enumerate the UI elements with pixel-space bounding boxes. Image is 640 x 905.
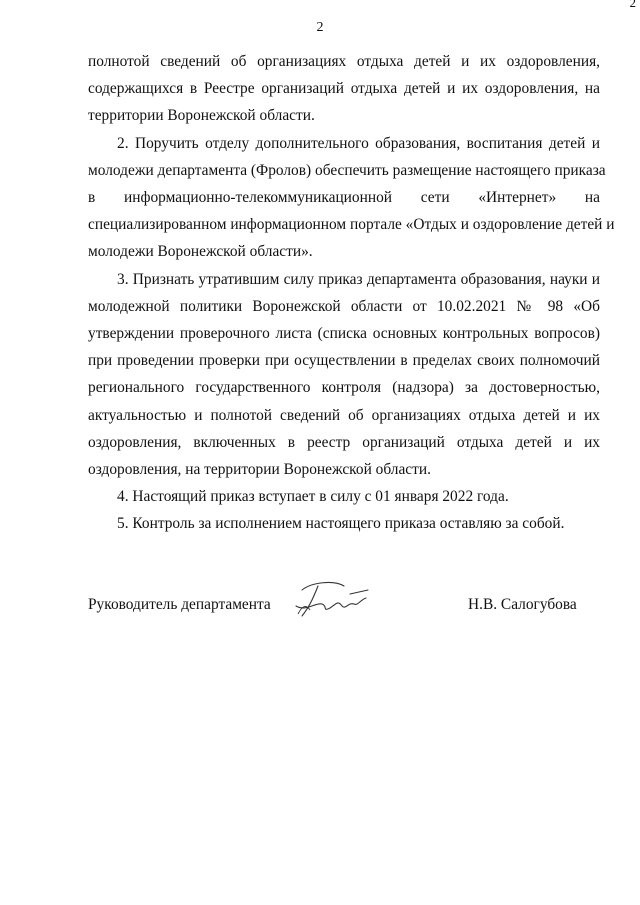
- body-line: регионального государственного контроля (надзора) за достоверностью,: [88, 379, 600, 397]
- paragraph-2-line: 2. Поручить отделу дополнительного образования, воспитания детей и: [117, 134, 600, 152]
- body-line: оздоровления, включенных в реестр организаций отдыха детей и их: [88, 433, 600, 451]
- paragraph-3-line: 3. Признать утратившим силу приказ департамента образования, науки и: [117, 270, 600, 288]
- body-line: в информационно-телекоммуникационной сети «Интернет» на: [88, 189, 600, 207]
- corner-page-mark: 2: [629, 0, 636, 10]
- page-number: 2: [316, 20, 324, 35]
- document-body: [88, 48, 615, 538]
- signature-block: [88, 592, 600, 632]
- body-line: оздоровления, на территории Воронежской области.: [88, 461, 431, 479]
- body-line: специализированном информационном портале «Отдых и оздоровление детей и: [88, 216, 615, 234]
- signatory-name: Н.В. Салогубова: [468, 596, 577, 613]
- handwritten-signature: [288, 576, 374, 622]
- body-line: содержащихся в Реестре организаций отдыха детей и их оздоровления, на: [88, 80, 600, 98]
- body-line: утверждении проверочного листа (списка основных контрольных вопросов): [88, 325, 600, 343]
- body-line: актуальностью и полнотой сведений об организациях отдыха детей и их: [88, 406, 600, 424]
- signatory-title: Руководитель департамента: [88, 596, 271, 613]
- body-line: полнотой сведений об организациях отдыха детей и их оздоровления,: [88, 53, 600, 70]
- paragraph-4-line: 4. Настоящий приказ вступает в силу с 01 января 2022 года.: [117, 488, 509, 506]
- body-line: при проведении проверки при осуществлении в пределах своих полномочий: [88, 352, 600, 370]
- body-line: молодежной политики Воронежской области от 10.02.2021 № 98 «Об: [88, 297, 600, 315]
- paragraph-5-line: 5. Контроль за исполнением настоящего приказа оставляю за собой.: [117, 515, 565, 533]
- body-line: территории Воронежской области.: [88, 107, 315, 125]
- body-line: молодежи Воронежской области».: [88, 243, 313, 261]
- body-line: молодежи департамента (Фролов) обеспечить размещение настоящего приказа: [88, 161, 606, 179]
